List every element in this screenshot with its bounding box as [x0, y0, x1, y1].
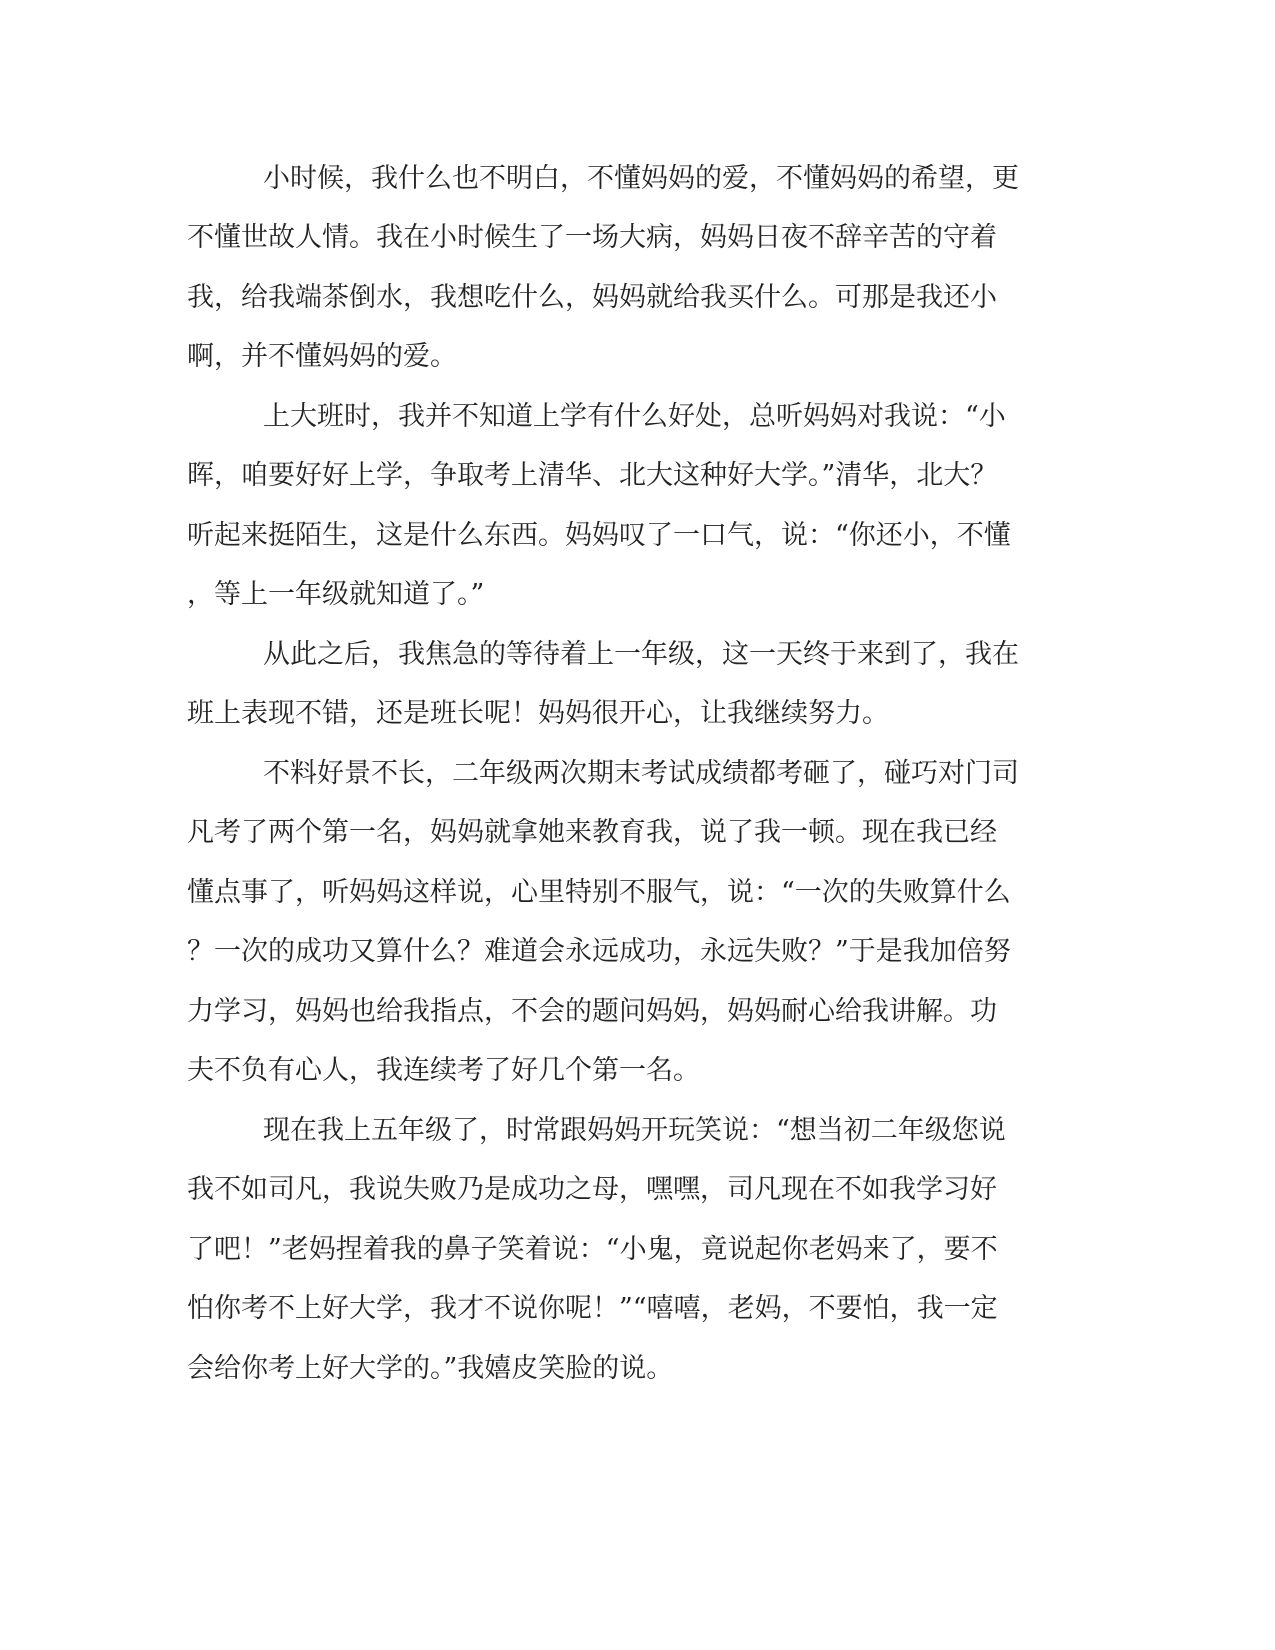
paragraph-4-line-4: ？一次的成功又算什么？难道会永远成功，永远失败？”于是我加倍努: [187, 936, 1011, 967]
paragraph-2-line-2: 晖，咱要好好上学，争取考上清华、北大这种好大学。”清华，北大？: [187, 460, 998, 491]
paragraph-4-line-1: 不料好景不长，二年级两次期末考试成绩都考砸了，碰巧对门司: [263, 758, 1019, 789]
paragraph-1-line-4: 啊，并不懂妈妈的爱。: [187, 341, 457, 372]
paragraph-5-line-1: 现在我上五年级了，时常跟妈妈开玩笑说：“想当初二年级您说: [263, 1115, 1006, 1146]
paragraph-1-line-1: 小时候，我什么也不明白，不懂妈妈的爱，不懂妈妈的希望，更: [263, 163, 1019, 194]
paragraph-1-line-2: 不懂世故人情。我在小时候生了一场大病，妈妈日夜不辞辛苦的守着: [187, 222, 997, 253]
paragraph-5-line-4: 怕你考不上好大学，我才不说你呢！”“嘻嘻，老妈，不要怕，我一定: [187, 1293, 998, 1324]
paragraph-1-line-3: 我，给我端茶倒水，我想吃什么，妈妈就给我买什么。可那是我还小: [187, 282, 997, 313]
paragraph-4-line-6: 夫不负有心人，我连续考了好几个第一名。: [187, 1055, 700, 1086]
paragraph-2-line-4: ，等上一年级就知道了。”: [187, 579, 485, 610]
paragraph-4-line-5: 力学习，妈妈也给我指点，不会的题问妈妈，妈妈耐心给我讲解。功: [187, 996, 997, 1027]
paragraph-4-line-2: 凡考了两个第一名，妈妈就拿她来教育我，说了我一顿。现在我已经: [187, 817, 997, 848]
paragraph-5-line-3: 了吧！”老妈捏着我的鼻子笑着说：“小鬼，竟说起你老妈来了，要不: [187, 1234, 998, 1265]
paragraph-4-line-3: 懂点事了，听妈妈这样说，心里特别不服气，说：“一次的失败算什么: [187, 877, 1011, 908]
paragraph-3-line-1: 从此之后，我焦急的等待着上一年级，这一天终于来到了，我在: [263, 639, 1019, 670]
paragraph-5-line-5: 会给你考上好大学的。”我嬉皮笑脸的说。: [187, 1353, 674, 1384]
paragraph-5-line-2: 我不如司凡，我说失败乃是成功之母，嘿嘿，司凡现在不如我学习好: [187, 1174, 997, 1205]
paragraph-3-line-2: 班上表现不错，还是班长呢！妈妈很开心，让我继续努力。: [187, 698, 889, 729]
paragraph-2-line-3: 听起来挺陌生，这是什么东西。妈妈叹了一口气，说：“你还小，不懂: [187, 520, 1011, 551]
paragraph-2-line-1: 上大班时，我并不知道上学有什么好处，总听妈妈对我说：“小: [263, 401, 1006, 432]
